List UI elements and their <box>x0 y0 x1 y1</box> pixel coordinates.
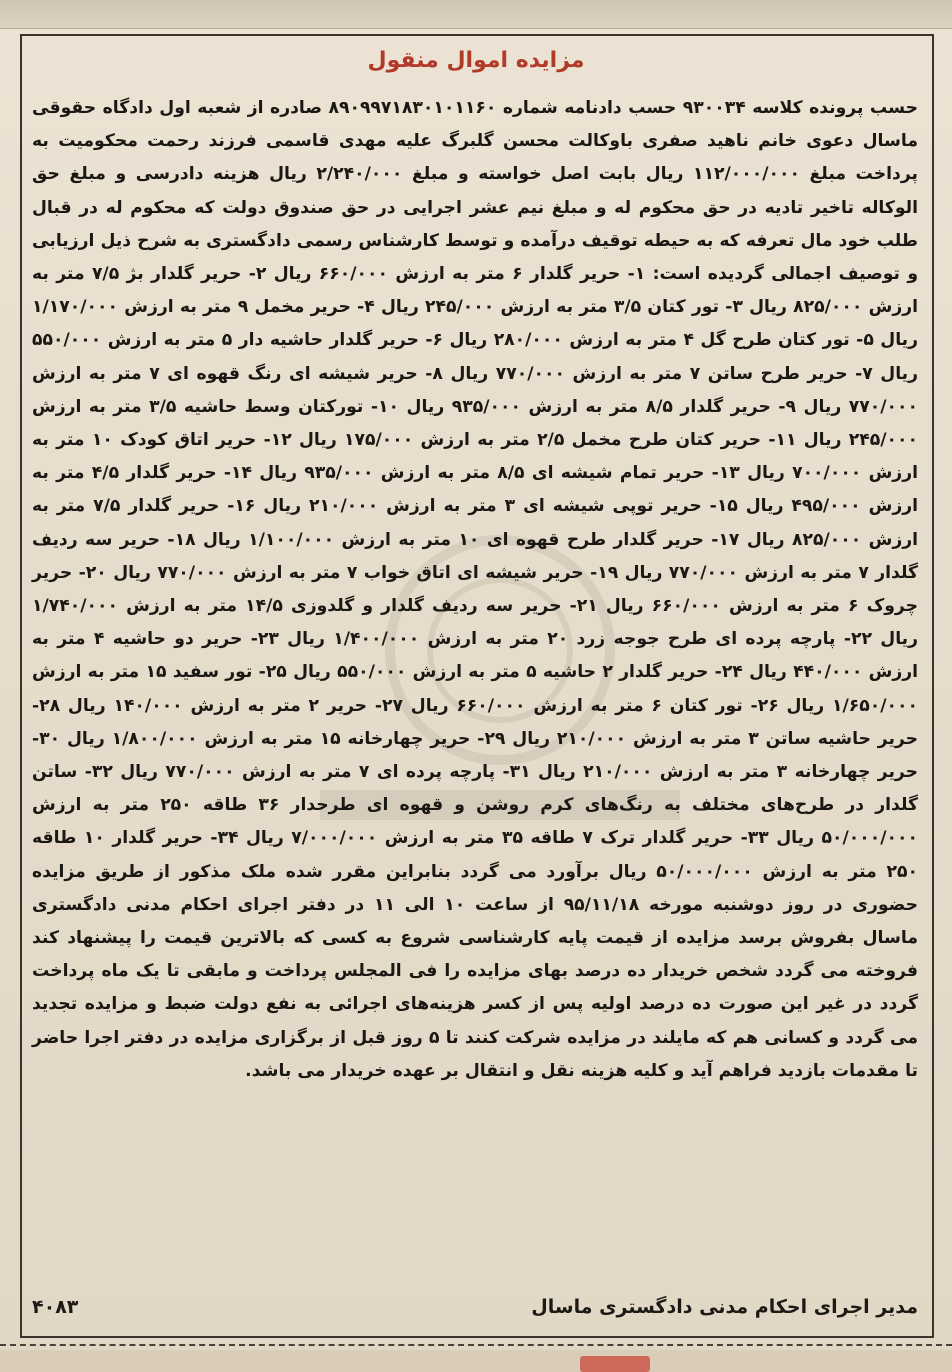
notice-footer <box>32 1290 918 1324</box>
next-article-strip <box>0 1350 952 1372</box>
notice-body: حسب پرونده کلاسه ۹۳۰۰۳۴ حسب دادنامه شماره ۸۹۰۹۹۷۱۸۳۰۱۰۱۱۶۰ صادره از شعبه اول دادگاه حقوقی ماسال دعوی خانم ناهید صفری باوکالت محسن گلبرگ علیه مهدی قاسمی فرزند رحمت محکومیت به پرداخت مبلغ ۱۱۲/۰۰۰/۰۰۰ ریال بابت اصل خواسته و مبلغ ۲/۲۴۰/۰۰۰ ریال هزینه دادرسی و مبلغ حق الوکاله تاخیر تادیه در حق محکوم له و مبلغ نیم عشر اجرایی در حق صندوق دولت که محکوم له در قبال طلب خود مال تعرفه که به حیطه توقیف درآمده و توسط کارشناس رسمی دادگستری به شرح ذیل ارزیابی و توصیف اجمالی گردیده است: ۱- حریر گلدار ۶ متر به ارزش ۶۶۰/۰۰۰ ریال ۲- حریر گلدار بژ ۷/۵ متر به ارزش ۸۲۵/۰۰۰ ریال ۳- تور کتان ۳/۵ متر به ارزش ۲۴۵/۰۰۰ ریال ۴- حریر مخمل ۹ متر به ارزش ۱/۱۷۰/۰۰۰ ریال ۵- تور کتان طرح گل ۴ متر به ارزش ۲۸۰/۰۰۰ ریال ۶- حریر گلدار حاشیه دار ۵ متر به ارزش ۵۵۰/۰۰۰ ریال ۷- حریر طرح ساتن ۷ متر به ارزش ۷۷۰/۰۰۰ ریال ۸- حریر شیشه ای رنگ قهوه ای ۷ متر به ارزش ۷۷۰/۰۰۰ ریال ۹- حریر گلدار ۸/۵ متر به ارزش ۹۳۵/۰۰۰ ریال ۱۰- تورکتان وسط حاشیه ۳/۵ متر به ارزش ۲۴۵/۰۰۰ ریال ۱۱- حریر کتان طرح مخمل ۲/۵ متر به ارزش ۱۷۵/۰۰۰ ریال ۱۲- حریر اتاق کودک ۱۰ متر به ارزش ۷۰۰/۰۰۰ ریال ۱۳- حریر تمام شیشه ای ۸/۵ متر به ارزش ۹۳۵/۰۰۰ ریال ۱۴- حریر گلدار ۴/۵ متر به ارزش ۴۹۵/۰۰۰ ریال ۱۵- حریر توپی شیشه ای ۳ متر به ارزش ۲۱۰/۰۰۰ ریال ۱۶- حریر گلدار ۷/۵ متر به ارزش ۸۲۵/۰۰۰ ریال ۱۷- حریر گلدار طرح قهوه ای ۱۰ متر به ارزش ۱/۱۰۰/۰۰۰ ریال ۱۸- حریر سه ردیف گلدار ۷ متر به ارزش ۷۷۰/۰۰۰ ریال ۱۹- حریر شیشه ای اتاق خواب ۷ متر به ارزش ۷۷۰/۰۰۰ ریال ۲۰- حریر چروک ۶ متر به ارزش ۶۶۰/۰۰۰ ریال ۲۱- حریر سه ردیف گلدار و گلدوزی ۱۴/۵ متر به ارزش ۱/۷۴۰/۰۰۰ ریال ۲۲- پارچه پرده ای طرح جوجه زرد ۲۰ متر به ارزش ۱/۴۰۰/۰۰۰ ریال ۲۳- حریر دو حاشیه ۴ متر به ارزش ۴۴۰/۰۰۰ ریال ۲۴- حریر گلدار ۲ حاشیه ۵ متر به ارزش ۵۵۰/۰۰۰ ریال ۲۵- تور سفید ۱۵ متر به ارزش ۱/۶۵۰/۰۰۰ ریال ۲۶- تور کتان ۶ متر به ارزش ۶۶۰/۰۰۰ ریال ۲۷- حریر ۲ متر به ارزش ۱۴۰/۰۰۰ ریال ۲۸- حریر حاشیه ساتن ۳ متر به ارزش ۲۱۰/۰۰۰ ریال ۲۹- حریر چهارخانه ۱۵ متر به ارزش ۱/۸۰۰/۰۰۰ ریال ۳۰- حریر چهارخانه ۳ متر به ارزش ۲۱۰/۰۰۰ ریال ۳۱- پارچه پرده ای ۷ متر به ارزش ۷۷۰/۰۰۰ ریال ۳۲- ساتن گلدار در طرح‌های مختلف به رنگ‌های کرم روشن و قهوه ای طرحدار ۳۶ طاقه ۲۵۰ متر به ارزش ۵۰/۰۰۰/۰۰۰ ریال ۳۳- حریر گلدار ترک ۷ طاقه ۳۵ متر به ارزش ۷/۰۰۰/۰۰۰ ریال ۳۴- حریر گلدار ۱۰ طاقه ۲۵۰ متر به ارزش ۵۰/۰۰۰/۰۰۰ ریال برآورد می گردد بنابراین مقرر شده ملک مذکور از طریق مزایده حضوری در روز دوشنبه مورخه ۹۵/۱۱/۱۸ از ساعت ۱۰ الی ۱۱ در دفتر اجرای احکام مدنی دادگستری ماسال بفروش برسد مزایده از قیمت پایه کارشناسی شروع به کسی که بالاترین قیمت را پیشنهاد کند فروخته می گردد شخص خریدار ده درصد بهای مزایده را فی المجلس پرداخت و مابقی تا یک ماه پرداخت گردد در غیر این صورت ده درصد اولیه پس از کسر هزینه‌های اجرائی به نفع دولت ضبط و مزایده تجدید می گردد و کسانی هم که مایلند در مزایده شرکت کنند تا ۵ روز قبل از برگزاری مزایده در دفتر اجرا حاضر تا مقدمات بازدید فراهم آید و کلیه هزینه نقل و انتقال بر عهده خریدار می باشد. <box>32 98 919 1081</box>
signature-line: مدیر اجرای احکام مدنی دادگستری ماسال <box>531 1296 918 1318</box>
cut-line <box>0 1344 952 1346</box>
notice-code: ۴۰۸۳ <box>32 1296 79 1318</box>
notice-title: مزایده اموال منقول <box>367 48 585 73</box>
torn-top-strip <box>0 0 952 29</box>
next-article-heading-mark <box>580 1356 650 1372</box>
